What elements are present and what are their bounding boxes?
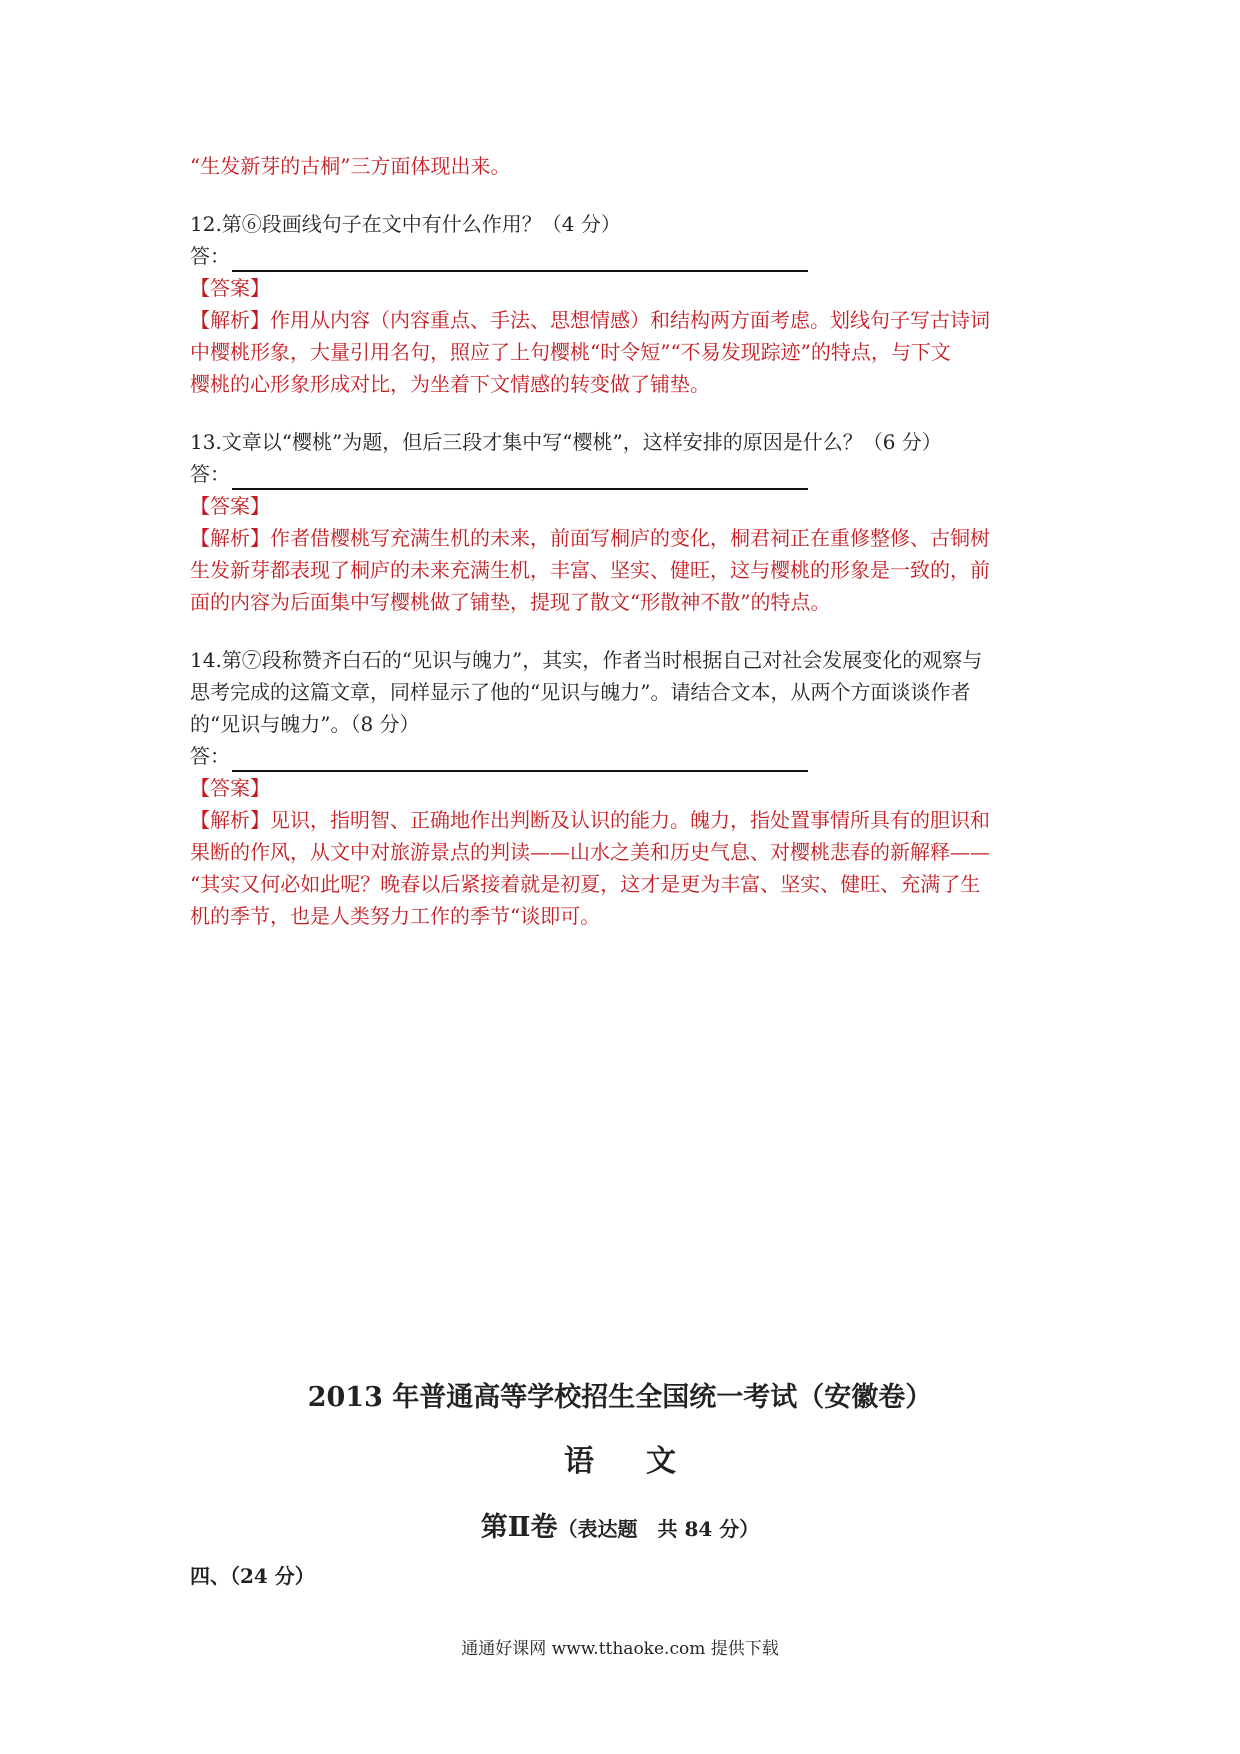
volume-main: 第Ⅱ卷 <box>480 1512 558 1543</box>
jiexi-block <box>190 804 1060 932</box>
answer-label: 【答案】 <box>190 276 270 300</box>
answer-blank[interactable] <box>232 464 808 490</box>
jiexi-label: 【解析】 <box>190 308 270 332</box>
jiexi-line: 机的季节，也是人类努力工作的季节“谈即可。 <box>190 904 601 928</box>
answer-blank[interactable] <box>232 746 808 772</box>
answer-label: 【答案】 <box>190 494 270 518</box>
exam-title: 2013 年普通高等学校招生全国统一考试（安徽卷） <box>307 1382 933 1413</box>
jiexi-line: 生发新芽都表现了桐庐的未来充满生机，丰富、坚实、健旺，这与樱桃的形象是一致的，前 <box>190 558 990 582</box>
jiexi-line: 中樱桃形象，大量引用名句，照应了上句樱桃“时令短”“不易发现踪迹”的特点，与下文 <box>190 340 951 364</box>
answer-line <box>190 240 1060 272</box>
question-text: 12.第⑥段画线句子在文中有什么作用？（4 分） <box>190 212 621 236</box>
jiexi-line: 作用从内容（内容重点、手法、思想情感）和结构两方面考虑。划线句子写古诗词 <box>270 308 990 332</box>
answer-prefix: 答： <box>190 244 230 268</box>
jiexi-line: 果断的作风，从文中对旅游景点的判读——山水之美和历史气息、对樱桃悲春的新解释—— <box>190 840 990 864</box>
jiexi-label: 【解析】 <box>190 808 270 832</box>
question-text: 13.文章以“樱桃”为题，但后三段才集中写“樱桃”，这样安排的原因是什么？（6 分） <box>190 430 942 454</box>
spacer <box>190 182 1060 208</box>
jiexi-block <box>190 304 1060 400</box>
question-line: 14.第⑦段称赞齐白石的“见识与魄力”，其实，作者当时根据自己对社会发展变化的观察与 <box>190 648 983 672</box>
jiexi-line: 见识，指明智、正确地作出判断及认识的能力。魄力，指处置事情所具有的胆识和 <box>270 808 990 832</box>
question-14 <box>190 644 1060 932</box>
spacer <box>190 400 1060 426</box>
jiexi-line: 面的内容为后面集中写樱桃做了铺垫，提现了散文“形散神不散”的特点。 <box>190 590 831 614</box>
jiexi-label: 【解析】 <box>190 526 270 550</box>
answer-prefix: 答： <box>190 744 230 768</box>
page-footer: 通通好课网 www.tthaoke.com 提供下载 <box>461 1639 779 1659</box>
jiexi-block <box>190 522 1060 618</box>
spacer <box>190 618 1060 644</box>
question-12 <box>190 208 1060 400</box>
jiexi-line: “其实又何必如此呢？晚春以后紧接着就是初夏，这才是更为丰富、坚实、健旺、充满了生 <box>190 872 981 896</box>
answer-line <box>190 458 1060 490</box>
answer-label: 【答案】 <box>190 776 270 800</box>
volume-title <box>0 1508 1240 1551</box>
subject-title: 语文 <box>564 1444 728 1479</box>
question-13 <box>190 426 1060 618</box>
answer-line <box>190 740 1060 772</box>
document-body <box>190 150 1060 932</box>
jiexi-line: 作者借樱桃写充满生机的未来，前面写桐庐的变化，桐君祠正在重修整修、古铜树 <box>270 526 990 550</box>
question-line: 思考完成的这篇文章，同样显示了他的“见识与魄力”。请结合文本，从两个方面谈谈作者 <box>190 680 971 704</box>
volume-sub: （表达题 共 84 分） <box>557 1517 760 1541</box>
intro-line: “生发新芽的古桐”三方面体现出来。 <box>190 154 511 178</box>
question-line: 的“见识与魄力”。（8 分） <box>190 712 420 736</box>
jiexi-line: 樱桃的心形象形成对比，为坐着下文情感的转变做了铺垫。 <box>190 372 710 396</box>
answer-prefix: 答： <box>190 462 230 486</box>
section-heading: 四、（24 分） <box>190 1564 315 1588</box>
answer-blank[interactable] <box>232 246 808 272</box>
